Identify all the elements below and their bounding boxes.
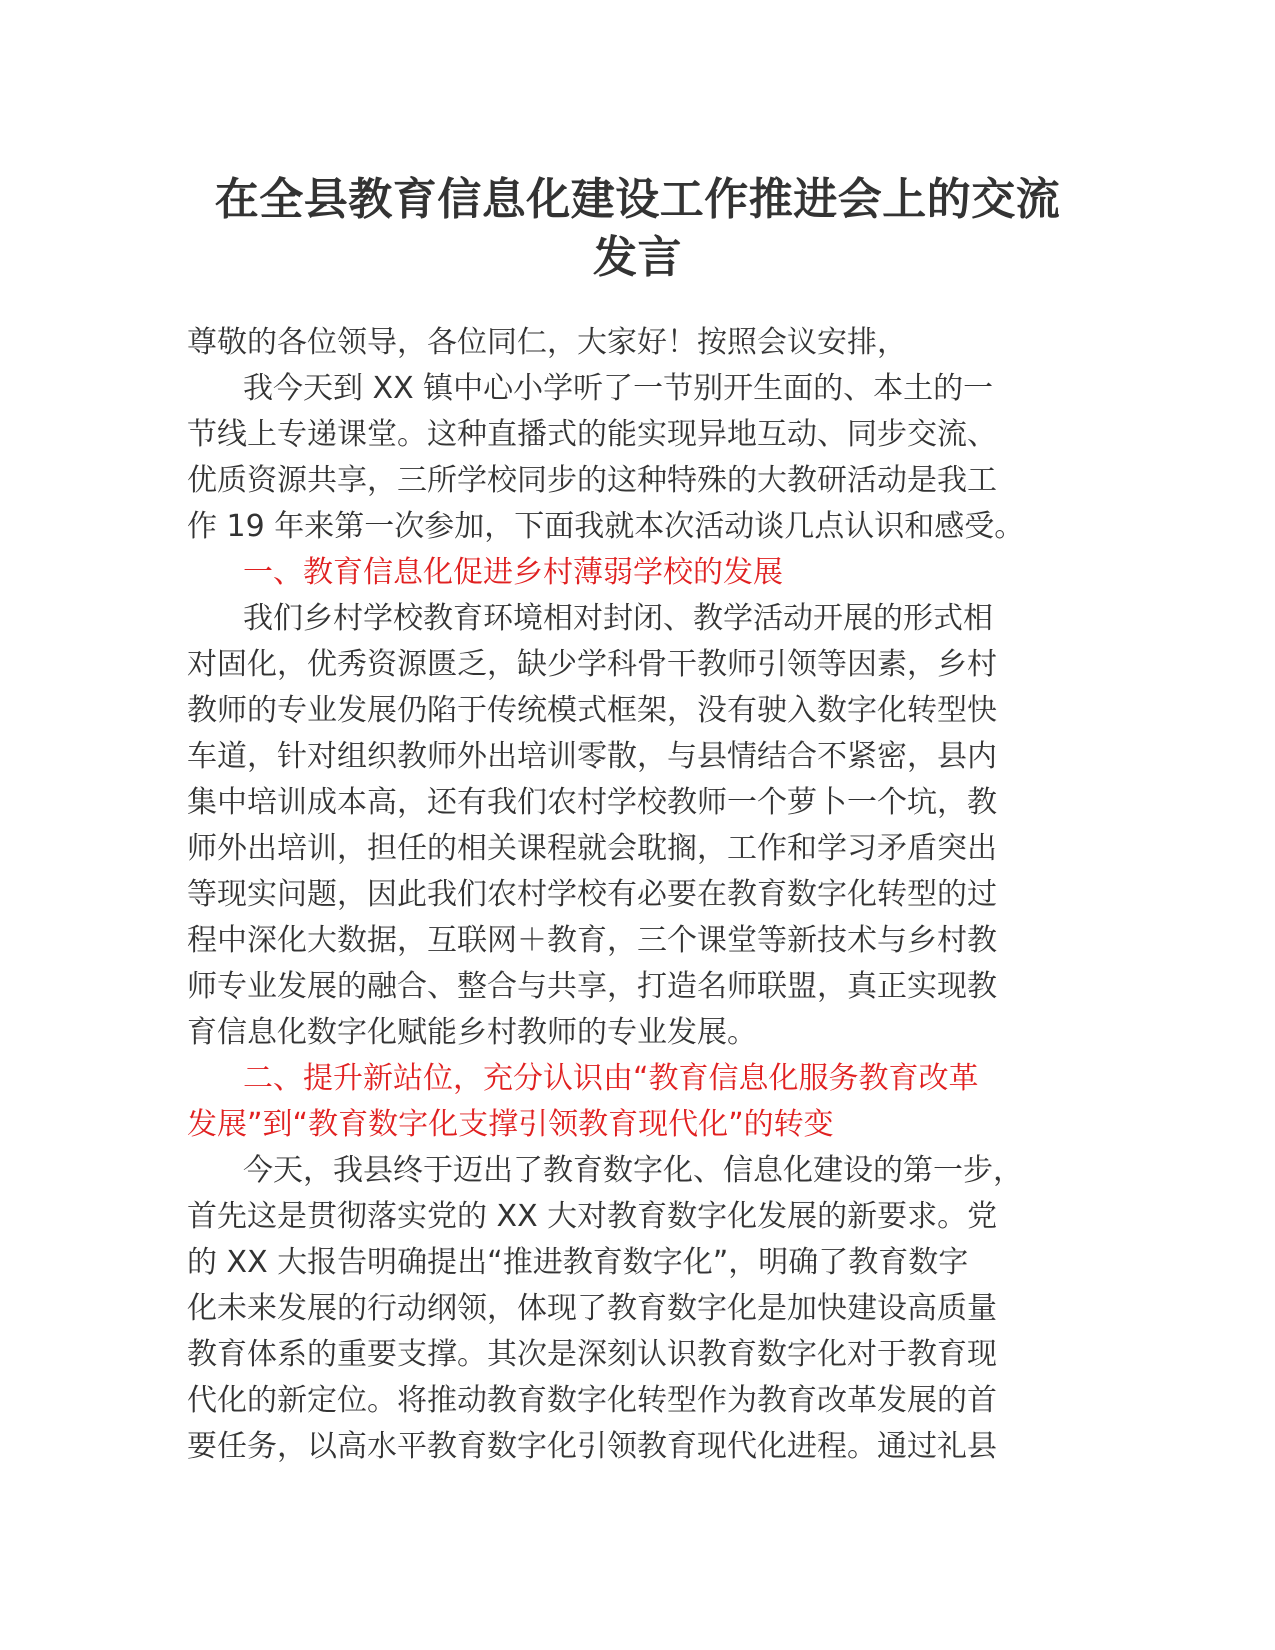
paragraph-2-line: 师专业发展的融合、整合与共享，打造名师联盟，真正实现教 [187,969,997,1004]
paragraph-3-line: 的 XX 大报告明确提出“推进教育数字化”，明确了教育数字 [187,1245,969,1280]
paragraph-2-line: 我们乡村学校教育环境相对封闭、教学活动开展的形式相 [243,601,993,636]
section-heading-2-line-1: 二、提升新站位，充分认识由“教育信息化服务教育改革 [243,1061,979,1096]
document-title-line-1: 在全县教育信息化建设工作推进会上的交流 [214,174,1061,225]
document-title-line-2: 发言 [593,232,682,283]
paragraph-3-line: 化未来发展的行动纲领，体现了教育数字化是加快建设高质量 [187,1291,997,1326]
paragraph-2-line: 程中深化大数据，互联网＋教育，三个课堂等新技术与乡村教 [187,923,997,958]
paragraph-2-line: 车道，针对组织教师外出培训零散，与县情结合不紧密，县内 [187,739,997,774]
paragraph-2-line: 教师的专业发展仍陷于传统模式框架，没有驶入数字化转型快 [187,693,997,728]
document-body [187,320,1092,1470]
paragraph-1-line: 节线上专递课堂。这种直播式的能实现异地互动、同步交流、 [187,417,997,452]
paragraph-3-line: 今天，我县终于迈出了教育数字化、信息化建设的第一步， [243,1153,1023,1188]
paragraph-2-line: 师外出培训，担任的相关课程就会耽搁，工作和学习矛盾突出 [187,831,997,866]
greeting-line: 尊敬的各位领导，各位同仁，大家好！按照会议安排， [187,325,907,360]
paragraph-1-line: 优质资源共享，三所学校同步的这种特殊的大教研活动是我工 [187,463,997,498]
paragraph-3-line: 首先这是贯彻落实党的 XX 大对教育数字化发展的新要求。党 [187,1199,998,1234]
paragraph-2-line: 集中培训成本高，还有我们农村学校教师一个萝卜一个坑，教 [187,785,997,820]
paragraph-1-line: 作 19 年来第一次参加，下面我就本次活动谈几点认识和感受。 [187,509,1025,544]
paragraph-1-line: 我今天到 XX 镇中心小学听了一节别开生面的、本土的一 [243,371,994,406]
paragraph-3-line: 教育体系的重要支撑。其次是深刻认识教育数字化对于教育现 [187,1337,997,1372]
paragraph-3-line: 代化的新定位。将推动教育数字化转型作为教育改革发展的首 [187,1383,997,1418]
paragraph-2-line: 对固化，优秀资源匮乏，缺少学科骨干教师引领等因素，乡村 [187,647,997,682]
section-heading-1: 一、教育信息化促进乡村薄弱学校的发展 [243,555,783,590]
paragraph-2-line: 育信息化数字化赋能乡村教师的专业发展。 [187,1015,757,1050]
paragraph-3-line: 要任务，以高水平教育数字化引领教育现代化进程。通过礼县 [187,1429,997,1464]
section-heading-2-line-2: 发展”到“教育数字化支撑引领教育现代化”的转变 [187,1107,834,1142]
paragraph-2-line: 等现实问题，因此我们农村学校有必要在教育数字化转型的过 [187,877,997,912]
